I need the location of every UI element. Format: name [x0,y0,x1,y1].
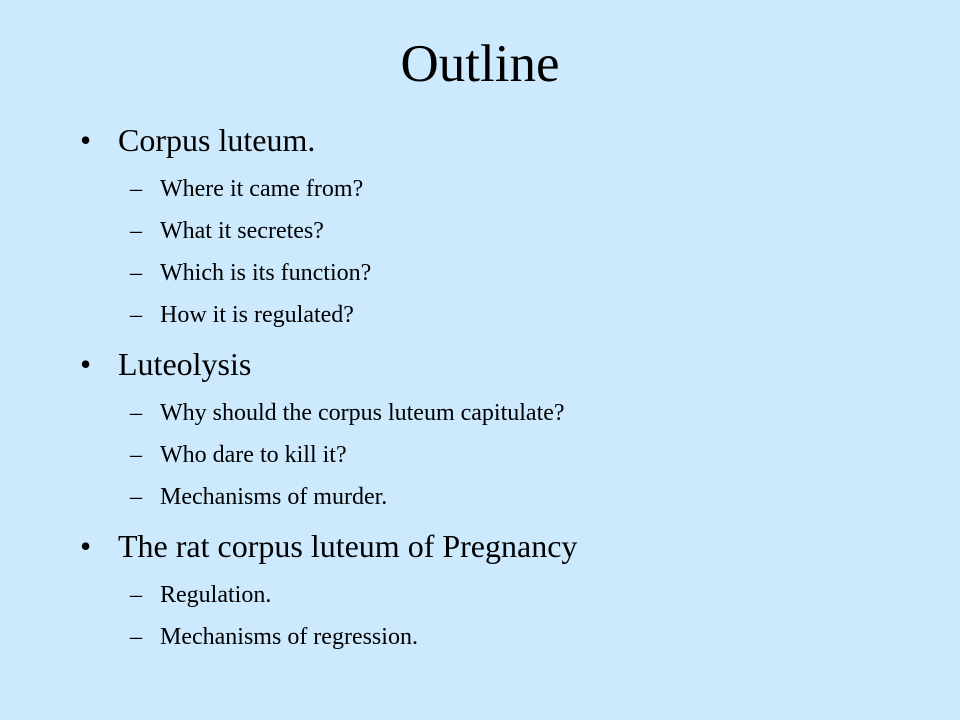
sub-item-text: Regulation. [160,582,272,608]
dash-icon: – [130,218,142,244]
bullet-text: Corpus luteum. [118,122,316,158]
sub-item-text: What it secretes? [160,218,324,244]
dash-icon: – [130,260,142,286]
sub-item [80,616,940,658]
bullet-item-rat-corpus-luteum [80,518,940,658]
sub-item [80,392,940,434]
outline-list [80,112,940,658]
bullet-icon: • [80,122,92,158]
sub-item-text: How it is regulated? [160,302,354,328]
dash-icon: – [130,176,142,202]
bullet-row [80,518,940,574]
bullet-text: The rat corpus luteum of Pregnancy [118,528,578,564]
sub-list [80,574,940,658]
bullet-row [80,112,940,168]
sub-item-text: Which is its function? [160,260,372,286]
sub-item [80,168,940,210]
dash-icon: – [130,400,142,426]
dash-icon: – [130,624,142,650]
sub-item-text: Where it came from? [160,176,364,202]
sub-item [80,434,940,476]
bullet-row [80,336,940,392]
bullet-item-luteolysis [80,336,940,518]
bullet-text: Luteolysis [118,346,252,382]
sub-list [80,392,940,518]
dash-icon: – [130,442,142,468]
sub-item [80,476,940,518]
bullet-icon: • [80,528,92,564]
sub-item [80,210,940,252]
dash-icon: – [130,302,142,328]
sub-item [80,294,940,336]
dash-icon: – [130,582,142,608]
sub-item-text: Mechanisms of murder. [160,484,388,510]
sub-item-text: Mechanisms of regression. [160,624,418,650]
dash-icon: – [130,484,142,510]
sub-item [80,252,940,294]
bullet-item-corpus-luteum [80,112,940,336]
bullet-icon: • [80,346,92,382]
sub-item-text: Why should the corpus luteum capitulate? [160,400,565,426]
sub-item [80,574,940,616]
slide-title: Outline [400,35,560,93]
sub-item-text: Who dare to kill it? [160,442,347,468]
sub-list [80,168,940,336]
